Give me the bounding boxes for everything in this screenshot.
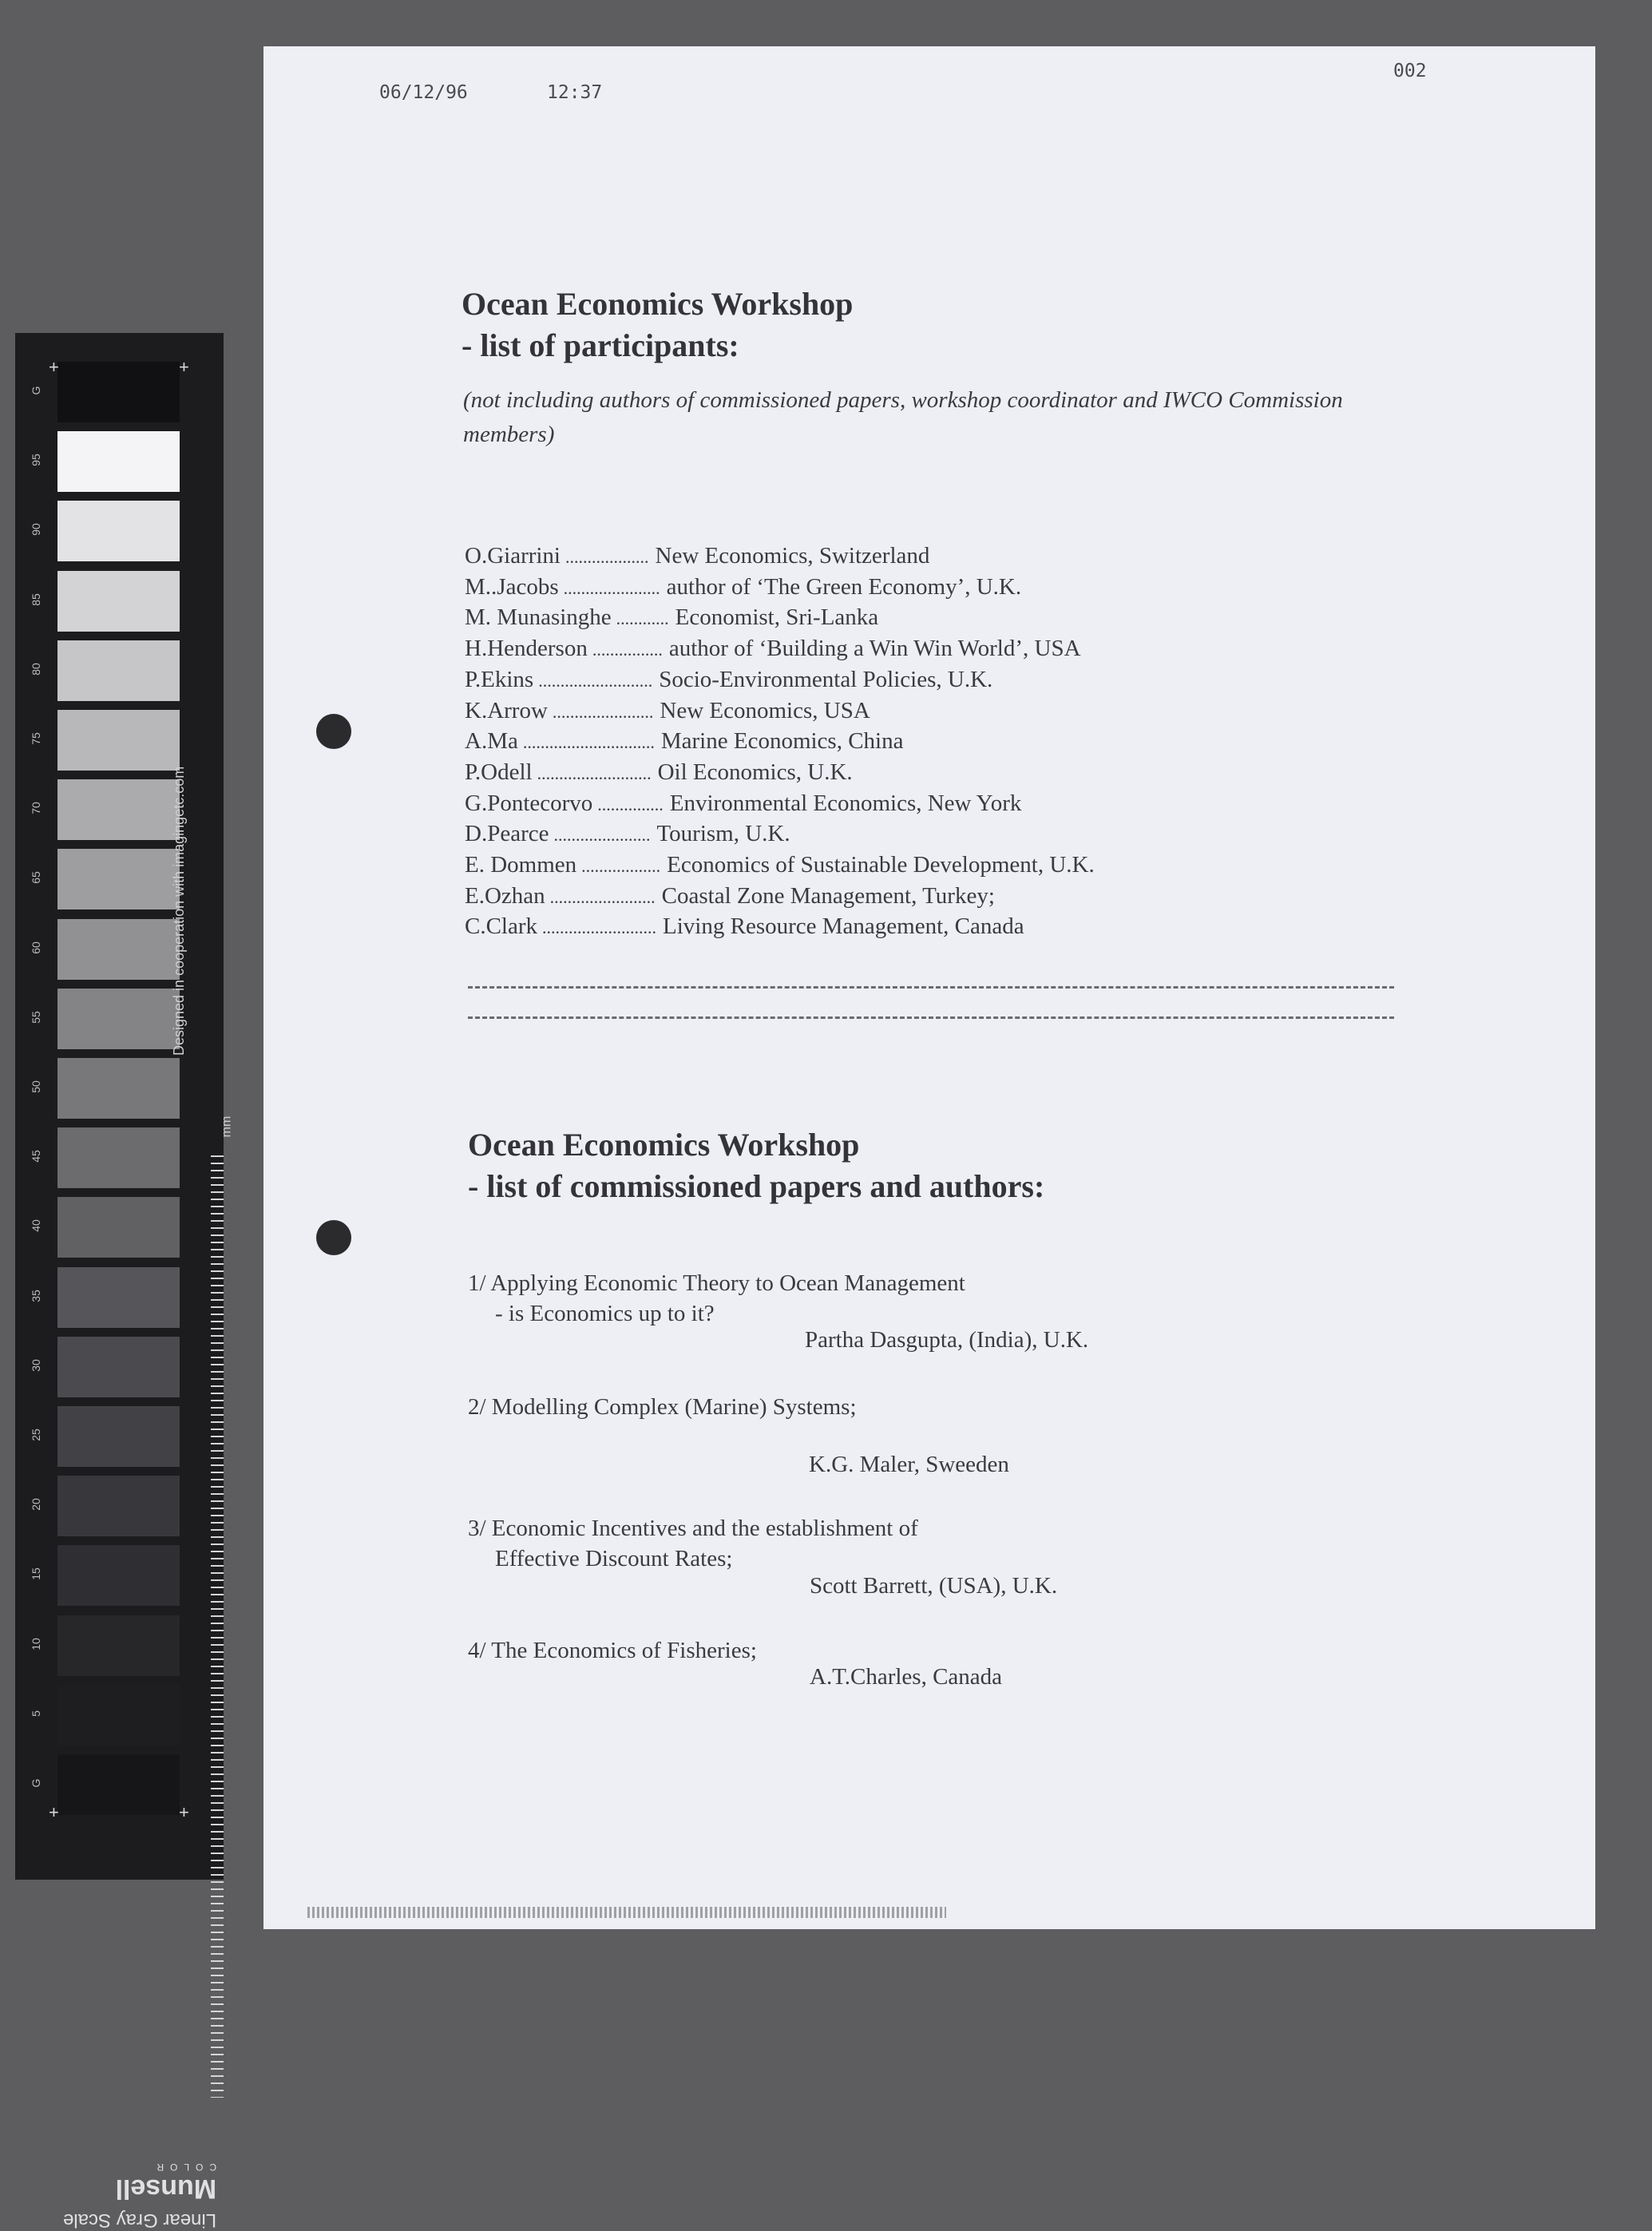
participant-name: P.Odell — [465, 759, 533, 785]
gray-level-label: 5 — [30, 1710, 42, 1717]
gray-patch — [57, 1267, 180, 1328]
participant-affiliation: Economist, Sri-Lanka — [675, 604, 879, 631]
papers-title-line1: Ocean Economics Workshop — [468, 1127, 860, 1163]
paper-title-line1: 2/ Modelling Complex (Marine) Systems; — [468, 1394, 857, 1420]
dot-leader: .......................... — [542, 917, 657, 938]
fax-page-number: 002 — [1393, 61, 1427, 81]
gray-patch — [57, 1754, 180, 1815]
participants-title-line2: - list of participants: — [462, 327, 739, 363]
participant-name: C.Clark — [465, 913, 538, 940]
paper-title-line1: 4/ The Economics of Fisheries; — [468, 1638, 757, 1663]
dot-leader: .......................... — [537, 763, 652, 783]
participant-row — [465, 543, 929, 569]
gray-patch — [57, 431, 180, 492]
plus-mark: + — [49, 1802, 59, 1822]
paper-title-line1: 1/ Applying Economic Theory to Ocean Management — [468, 1270, 965, 1296]
gray-level-label: 10 — [30, 1637, 42, 1650]
participant-name: E.Ozhan — [465, 882, 545, 909]
gray-level-label: 50 — [30, 1080, 42, 1093]
gray-patch — [57, 779, 180, 840]
participant-name: G.Pontecorvo — [465, 790, 593, 816]
paper-author: Partha Dasgupta, (India), U.K. — [805, 1327, 1089, 1353]
gray-patch — [57, 640, 180, 701]
gray-level-label: 35 — [30, 1289, 42, 1302]
gray-level-label: 70 — [30, 802, 42, 814]
gray-patch — [57, 919, 180, 980]
gray-level-label: G — [30, 1778, 42, 1788]
dot-leader: ............ — [616, 608, 669, 629]
dot-leader: ................... — [565, 547, 649, 567]
participant-affiliation: Socio-Environmental Policies, U.K. — [659, 666, 993, 692]
munsell-logo — [63, 2162, 216, 2231]
gray-level-label: 40 — [30, 1219, 42, 1233]
dot-leader: ...................... — [563, 577, 660, 598]
gray-patch — [57, 571, 180, 632]
gray-level-label: 95 — [30, 454, 42, 466]
paper-author: Scott Barrett, (USA), U.K. — [810, 1573, 1058, 1599]
gray-patch — [57, 1127, 180, 1188]
gray-level-label: 45 — [30, 1150, 42, 1163]
participant-affiliation: Coastal Zone Management, Turkey; — [661, 882, 995, 909]
participant-name: A.Ma — [465, 728, 518, 755]
gray-patch — [57, 362, 180, 422]
gray-level-label: 30 — [30, 1359, 42, 1372]
paper-title-line1: 3/ Economic Incentives and the establishment of — [468, 1516, 918, 1541]
participant-name: P.Ekins — [465, 666, 534, 692]
gray-patch — [57, 1337, 180, 1397]
participant-row — [465, 728, 903, 755]
gray-level-label: 85 — [30, 592, 42, 606]
participant-name: M..Jacobs — [465, 573, 559, 600]
gray-patch — [57, 989, 180, 1049]
participant-affiliation: author of ‘Building a Win Win World’, USA — [668, 636, 1081, 662]
participant-row — [465, 574, 1021, 600]
dot-leader: ............... — [597, 794, 664, 814]
dot-leader: .............................. — [522, 732, 655, 753]
participant-name: K.Arrow — [465, 697, 548, 723]
gray-patch — [57, 1058, 180, 1119]
dot-leader: ....................... — [552, 701, 654, 722]
participant-name: E. Dommen — [465, 852, 577, 878]
dot-leader: ................ — [592, 640, 663, 660]
plus-mark: + — [179, 1802, 189, 1822]
participant-affiliation: Oil Economics, U.K. — [657, 759, 853, 785]
participant-name: M. Munasinghe — [465, 604, 612, 631]
gray-patch — [57, 1476, 180, 1536]
gray-level-label: 15 — [30, 1567, 42, 1581]
participant-row — [465, 667, 992, 693]
participant-row — [465, 636, 1081, 662]
gray-level-label: G — [30, 386, 42, 395]
participant-name: H.Henderson — [465, 636, 588, 662]
punch-hole — [316, 714, 351, 749]
gray-patch — [57, 501, 180, 561]
dot-leader: ...................... — [553, 825, 651, 846]
gray-level-label: 90 — [30, 523, 42, 537]
participants-title — [462, 283, 853, 367]
gray-scale-caption: Designed in cooperation with imagingetc.com — [171, 766, 187, 1056]
participant-affiliation: Living Resource Management, Canada — [663, 913, 1024, 940]
participant-row — [465, 821, 790, 847]
gray-level-label: 20 — [30, 1498, 42, 1511]
participant-affiliation: Economics of Sustainable Development, U.K. — [667, 852, 1095, 878]
fax-time: 12:37 — [547, 82, 603, 103]
participant-affiliation: author of ‘The Green Economy’, U.K. — [666, 573, 1022, 600]
document-page — [263, 46, 1595, 1929]
dot-leader: ........................ — [549, 886, 656, 907]
gray-level-label: 80 — [30, 663, 42, 676]
participant-affiliation: Marine Economics, China — [660, 728, 904, 755]
gray-level-label: 60 — [30, 941, 42, 954]
fax-date: 06/12/96 — [379, 82, 468, 103]
gray-level-label: 25 — [30, 1429, 42, 1441]
gray-patch — [57, 849, 180, 909]
gray-patch — [57, 1685, 180, 1746]
brand-sub: COLOR — [150, 2162, 217, 2173]
paper-title — [468, 1513, 918, 1574]
participant-row — [465, 791, 1021, 817]
gray-patch — [57, 1545, 180, 1606]
participant-name: D.Pearce — [465, 821, 549, 847]
gray-level-label: 75 — [30, 732, 42, 745]
gray-patch — [57, 1615, 180, 1676]
participant-row — [465, 759, 853, 786]
brand-name: Munsell — [115, 2174, 217, 2204]
gray-level-label: 65 — [30, 871, 42, 885]
scan-edge-artifact — [307, 1907, 946, 1918]
participant-row — [465, 852, 1095, 878]
punch-hole — [316, 1220, 351, 1255]
ruler-unit: mm — [220, 1116, 234, 1138]
dot-leader: .................. — [581, 856, 661, 876]
participant-affiliation: Environmental Economics, New York — [669, 790, 1022, 816]
participant-affiliation: Tourism, U.K. — [656, 821, 790, 847]
paper-title-line2: - is Economics up to it? — [495, 1301, 715, 1326]
papers-title — [468, 1124, 1044, 1207]
paper-title — [468, 1268, 965, 1329]
plus-mark: + — [49, 357, 59, 377]
gray-scale-name: Linear Gray Scale — [63, 2209, 217, 2231]
paper-author: K.G. Maler, Sweeden — [809, 1452, 1009, 1477]
participant-row — [465, 913, 1024, 940]
gray-patch — [57, 710, 180, 771]
paper-title — [468, 1392, 857, 1422]
participant-row — [465, 604, 878, 631]
paper-title-line2: Effective Discount Rates; — [495, 1546, 733, 1571]
paper-title — [468, 1635, 757, 1666]
plus-mark: + — [179, 357, 189, 377]
participant-row — [465, 698, 870, 724]
participant-row — [465, 883, 995, 909]
papers-title-line2: - list of commissioned papers and authors: — [468, 1168, 1045, 1204]
divider-dashed — [468, 986, 1394, 989]
paper-author: A.T.Charles, Canada — [810, 1664, 1003, 1690]
ruler-ticks — [211, 1155, 224, 2098]
gray-patch — [57, 1406, 180, 1467]
gray-scale-strip — [15, 333, 234, 2231]
dot-leader: .......................... — [538, 670, 653, 691]
participants-title-line1: Ocean Economics Workshop — [462, 286, 854, 322]
participants-note: (not including authors of commissioned papers, workshop coordinator and IWCO Commission members) — [463, 387, 1343, 447]
divider-dashed — [468, 1016, 1394, 1019]
participant-name: O.Giarrini — [465, 543, 561, 569]
participant-affiliation: New Economics, USA — [660, 697, 870, 723]
gray-patch — [57, 1197, 180, 1258]
participant-affiliation: New Economics, Switzerland — [655, 543, 930, 569]
gray-level-label: 55 — [30, 1011, 42, 1024]
